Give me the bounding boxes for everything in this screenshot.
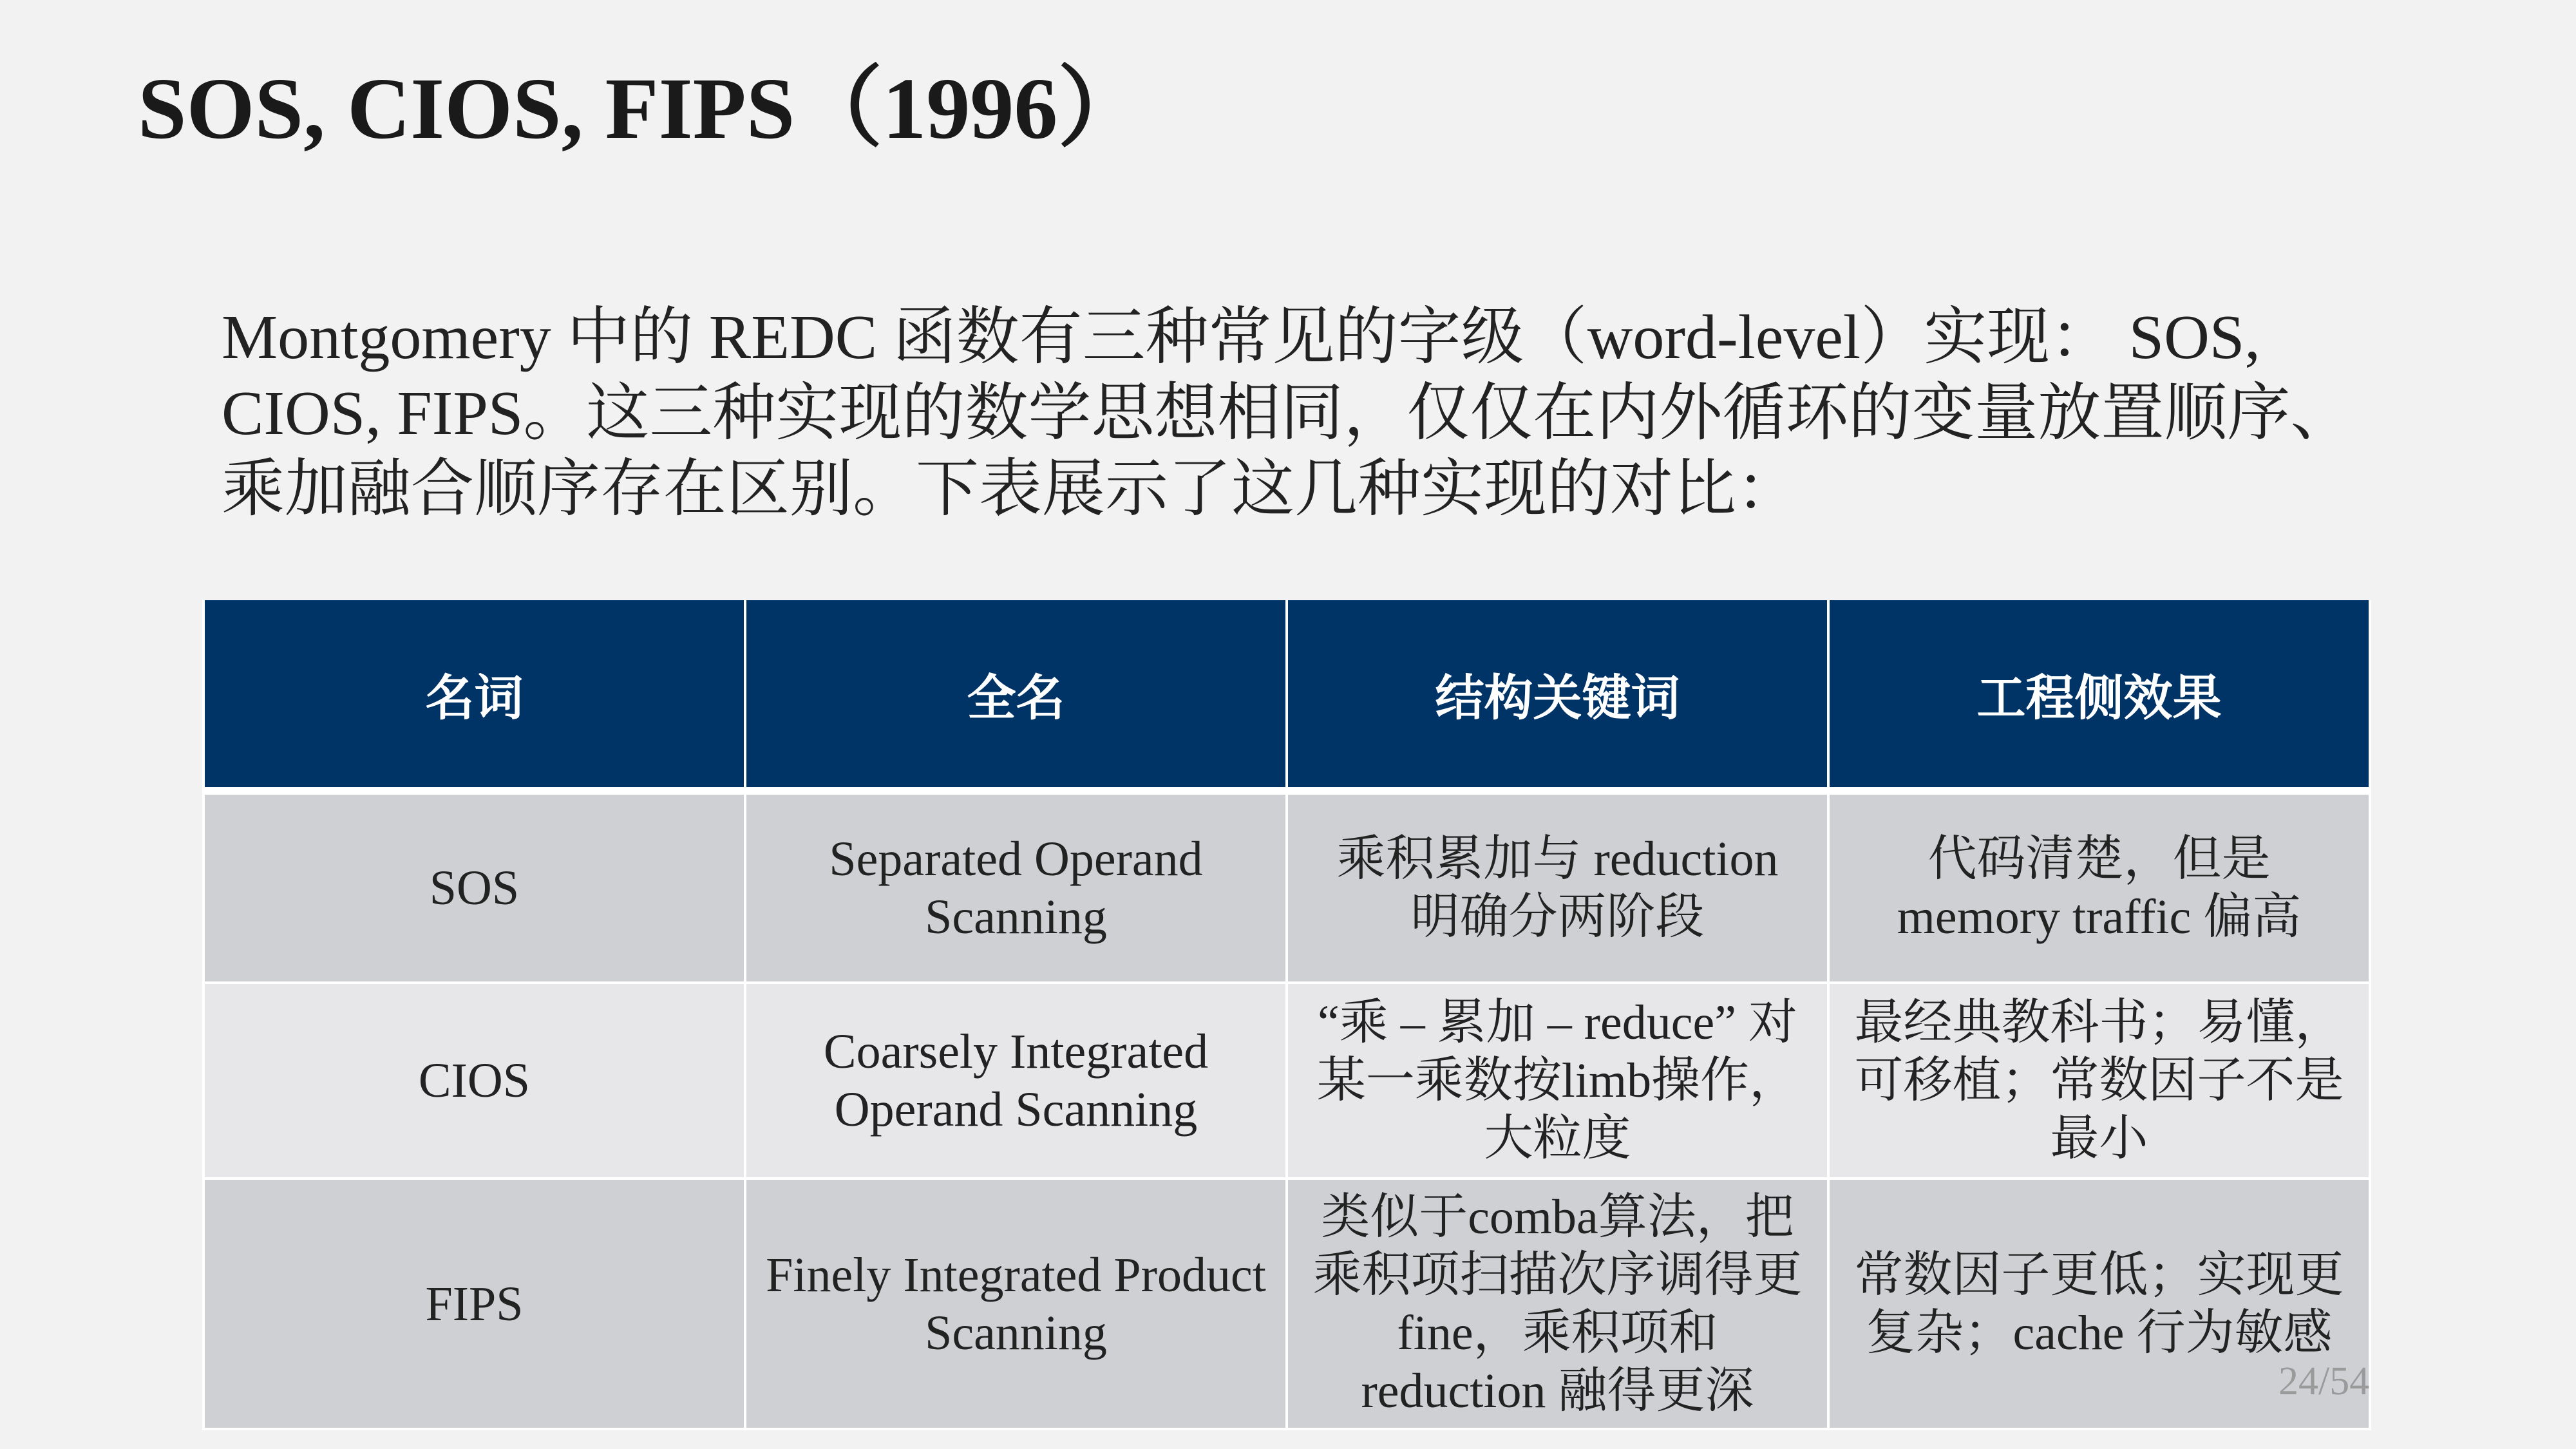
slide-title: SOS, CIOS, FIPS（1996） — [138, 61, 1146, 157]
table-row-fips — [204, 1179, 2370, 1429]
cell-engineering-effect: 常数因子更低；实现更复杂；cache 行为敏感 — [1828, 1179, 2370, 1429]
cell-full-name: Separated Operand Scanning — [745, 791, 1287, 983]
cell-term: FIPS — [204, 1179, 745, 1429]
table-row-cios — [204, 983, 2370, 1179]
header-full-name: 全名 — [745, 600, 1287, 791]
cell-structure-keywords: “乘 – 累加 – reduce” 对某一乘数按limb操作，大粒度 — [1287, 983, 1828, 1179]
cell-term: CIOS — [204, 983, 745, 1179]
cell-engineering-effect: 代码清楚，但是 memory traffic 偏高 — [1828, 791, 2370, 983]
intro-paragraph: Montgomery 中的 REDC 函数有三种常见的字级（word-level）实现： SOS, CIOS, FIPS。这三种实现的数学思想相同，仅仅在内外循环的变量放置顺序、乘加融合顺序存在区别。下表展示了这几种实现的对比： — [222, 303, 2354, 524]
page-number: 24/54 — [2278, 1359, 2370, 1403]
cell-structure-keywords: 类似于comba算法，把乘积项扫描次序调得更fine，乘积项和reduction 融得更深 — [1287, 1179, 1828, 1429]
header-structure-keywords: 结构关键词 — [1287, 600, 1828, 791]
comparison-table — [202, 600, 2371, 1430]
cell-full-name: Finely Integrated Product Scanning — [745, 1179, 1287, 1429]
cell-term: SOS — [204, 791, 745, 983]
table-header-row — [204, 600, 2370, 791]
table-row-sos — [204, 791, 2370, 983]
header-engineering-effect: 工程侧效果 — [1828, 600, 2370, 791]
cell-structure-keywords: 乘积累加与 reduction 明确分两阶段 — [1287, 791, 1828, 983]
cell-full-name: Coarsely Integrated Operand Scanning — [745, 983, 1287, 1179]
cell-engineering-effect: 最经典教科书；易懂，可移植；常数因子不是最小 — [1828, 983, 2370, 1179]
header-term: 名词 — [204, 600, 745, 791]
